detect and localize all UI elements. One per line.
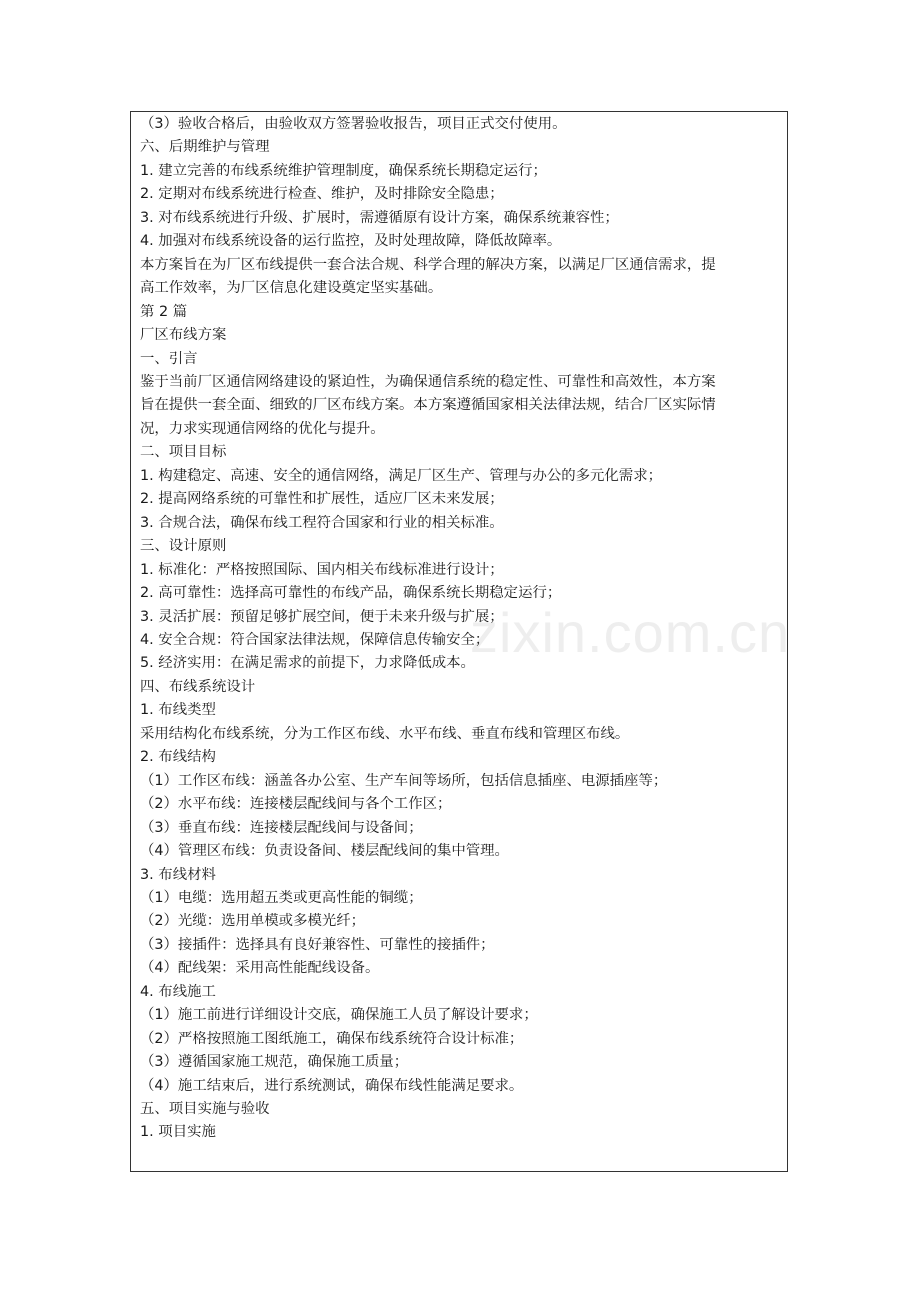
text-line: （2）水平布线：连接楼层配线间与各个工作区；	[140, 796, 452, 813]
text-line: 旨在提供一套全面、细致的厂区布线方案。本方案遵循国家相关法律法规，结合厂区实际情	[140, 397, 716, 414]
text-line: （4）管理区布线：负责设备间、楼层配线间的集中管理。	[140, 843, 509, 860]
text-line: （1）施工前进行详细设计交底，确保施工人员了解设计要求；	[140, 1007, 538, 1024]
text-line: （2）光缆：选用单模或多模光纤；	[140, 913, 366, 930]
watermark: zixin.com.cn	[470, 601, 791, 664]
text-line: 5. 经济实用：在满足需求的前提下，力求降低成本。	[140, 655, 475, 672]
text-line: 三、设计原则	[140, 538, 227, 555]
text-line: 本方案旨在为厂区布线提供一套合法合规、科学合理的解决方案，以满足厂区通信需求，提	[140, 256, 716, 273]
text-line: 3. 合规合法，确保布线工程符合国家和行业的相关标准。	[140, 514, 504, 531]
text-line: 1. 布线类型	[140, 702, 216, 719]
text-line: 四、布线系统设计	[140, 678, 256, 695]
text-line: 采用结构化布线系统，分为工作区布线、水平布线、垂直布线和管理区布线。	[140, 725, 630, 742]
text-line: 高工作效率，为厂区信息化建设奠定坚实基础。	[140, 280, 443, 297]
text-line: （3）接插件：选择具有良好兼容性、可靠性的接插件；	[140, 936, 495, 953]
text-line: （3）验收合格后，由验收双方签署验收报告，项目正式交付使用。	[140, 116, 567, 132]
text-line: （2）严格按照施工图纸施工，确保布线系统符合设计标准；	[140, 1030, 524, 1047]
text-line: （1）电缆：选用超五类或更高性能的铜缆；	[140, 889, 423, 906]
text-line: 2. 布线结构	[140, 749, 216, 766]
text-line: 4. 布线施工	[140, 983, 216, 1000]
text-line: 第 2 篇	[140, 303, 188, 320]
text-line: 3. 灵活扩展：预留足够扩展空间，便于未来升级与扩展；	[140, 608, 504, 625]
text-line: （1）工作区布线：涵盖各办公室、生产车间等场所，包括信息插座、电源插座等；	[140, 772, 668, 789]
text-line: 况，力求实现通信网络的优化与提升。	[140, 420, 385, 437]
text-line: 二、项目目标	[140, 444, 227, 461]
text-line: 2. 高可靠性：选择高可靠性的布线产品，确保系统长期稳定运行；	[140, 585, 562, 602]
text-line: 2. 提高网络系统的可靠性和扩展性，适应厂区未来发展；	[140, 491, 504, 508]
text-line: （4）配线架：采用高性能配线设备。	[140, 960, 380, 977]
text-line: 鉴于当前厂区通信网络建设的紧迫性，为确保通信系统的稳定性、可靠性和高效性，本方案	[140, 373, 716, 390]
text-line: 3. 布线材料	[140, 866, 216, 883]
text-line: 一、引言	[140, 350, 198, 367]
text-line: 六、后期维护与管理	[140, 139, 270, 156]
text-line: 4. 安全合规：符合国家法律法规，保障信息传输安全；	[140, 631, 490, 648]
text-line: 2. 定期对布线系统进行检查、维护，及时排除安全隐患；	[140, 186, 504, 203]
text-line: （3）遵循国家施工规范，确保施工质量；	[140, 1054, 409, 1071]
text-line: （4）施工结束后，进行系统测试，确保布线性能满足要求。	[140, 1077, 524, 1094]
text-line: 1. 建立完善的布线系统维护管理制度，确保系统长期稳定运行；	[140, 162, 547, 179]
text-line: 厂区布线方案	[140, 327, 227, 344]
text-line: 1. 项目实施	[140, 1124, 216, 1141]
text-line: 1. 构建稳定、高速、安全的通信网络，满足厂区生产、管理与办公的多元化需求；	[140, 467, 662, 484]
text-line: 五、项目实施与验收	[140, 1101, 270, 1118]
text-line: 1. 标准化：严格按照国际、国内相关布线标准进行设计；	[140, 561, 504, 578]
document-body	[140, 113, 781, 1145]
text-line: 3. 对布线系统进行升级、扩展时，需遵循原有设计方案，确保系统兼容性；	[140, 209, 619, 226]
document-frame	[130, 111, 791, 1172]
text-line: （3）垂直布线：连接楼层配线间与设备间；	[140, 819, 423, 836]
text-line: 4. 加强对布线系统设备的运行监控，及时处理故障，降低故障率。	[140, 233, 562, 250]
